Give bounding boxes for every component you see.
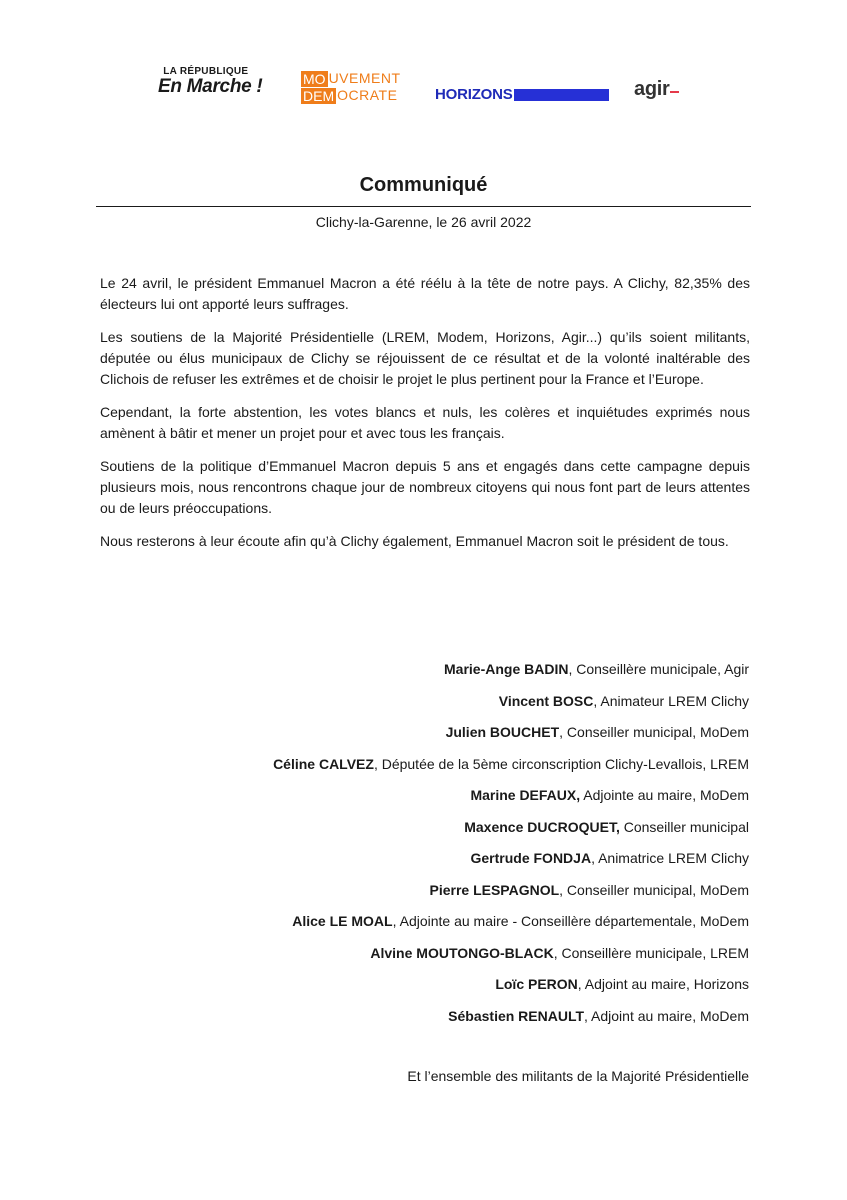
signatory-name: Céline CALVEZ: [273, 755, 374, 772]
signatory: [149, 1006, 749, 1038]
signatory-name: Marine DEFAUX,: [470, 787, 581, 803]
signatory-role: , Conseillère municipale, LREM: [553, 944, 749, 961]
modem-logo-text-2: OCRATE: [337, 87, 398, 103]
agir-logo-text: agir: [634, 78, 670, 100]
signatory-name: Sébastien RENAULT: [448, 1007, 585, 1024]
signatory-name: Alvine MOUTONGO-BLACK: [370, 944, 554, 961]
signatory: [149, 754, 749, 786]
modem-logo-block-1: MO: [303, 70, 326, 87]
signatory: [149, 943, 749, 975]
signatory-name: Maxence DUCROQUET,: [464, 818, 620, 835]
signatory-role: , Députée de la 5ème circonscription Clichy-Levallois, LREM: [373, 755, 749, 772]
paragraph: Les soutiens de la Majorité Présidentielle (LREM, Modem, Horizons, Agir...) qu’ils soient militants, députée ou élus municipaux de Clichy se réjouissent de ce résultat et de la volonté inaltérable des Clichois de refuser les extrêmes et de choisir le projet le plus pertinent pour la France et l’Europe.: [100, 329, 750, 387]
horizons-logo-text: HORIZONS: [435, 86, 513, 103]
horizons-logo-bar: [514, 89, 609, 101]
signatories-list: [149, 659, 749, 1037]
signatory-name: Julien BOUCHET: [445, 724, 560, 740]
modem-logo-block-2: DEM: [303, 87, 335, 104]
signatory-name: Pierre LESPAGNOL: [429, 881, 560, 898]
signatory-role: , Adjoint au maire, Horizons: [577, 976, 749, 992]
signatory-role: , Adjointe au maire - Conseillère départementale, MoDem: [392, 913, 749, 929]
modem-logo-text-1: UVEMENT: [328, 70, 401, 86]
horizons-logo: [435, 86, 609, 103]
signatory-name: Gertrude FONDJA: [470, 850, 592, 866]
signatory: [149, 911, 749, 943]
title-rule: [96, 206, 751, 207]
party-logos: [158, 64, 703, 112]
paragraph: Cependant, la forte abstention, les votes blancs et nuls, les colères et inquiétudes exprimés nous amènent à bâtir et mener un projet pour et avec tous les français.: [100, 404, 750, 441]
document-title: Communiqué: [359, 174, 488, 196]
agir-logo-dash: [670, 91, 679, 93]
signatory-role: , Conseiller municipal, MoDem: [559, 724, 749, 740]
signatory-role: , Adjoint au maire, MoDem: [584, 1007, 749, 1024]
place-date: Clichy-la-Garenne, le 26 avril 2022: [315, 214, 532, 230]
signatory-role: Conseiller municipal: [619, 818, 749, 835]
signatory-name: Vincent BOSC: [498, 692, 594, 709]
paragraph: Le 24 avril, le président Emmanuel Macron a été réélu à la tête de notre pays. A Clichy, 82,35% des électeurs lui ont apporté leurs suffrages.: [100, 275, 750, 312]
signatory: [149, 974, 749, 1006]
lrem-logo: [158, 66, 262, 98]
lrem-logo-big-text: En Marche !: [158, 76, 263, 97]
signatory-role: , Animateur LREM Clichy: [593, 692, 749, 709]
signatory: [149, 722, 749, 754]
signatory-name: Loïc PERON: [495, 976, 578, 992]
signatory: [149, 785, 749, 817]
signatory-role: , Animatrice LREM Clichy: [591, 850, 749, 866]
agir-logo: [634, 78, 679, 101]
paragraph: Soutiens de la politique d’Emmanuel Macron depuis 5 ans et engagés dans cette campagne depuis plusieurs mois, nous rencontrons chaque jour de nombreux citoyens qui nous font part de leurs attentes ou de leurs préoccupations.: [100, 458, 750, 516]
signatory-role: , Conseiller municipal, MoDem: [559, 881, 749, 898]
signatory-name: Marie-Ange BADIN: [444, 661, 569, 677]
signatory-role: Adjointe au maire, MoDem: [580, 787, 749, 803]
closing-line: Et l’ensemble des militants de la Majorité Présidentielle: [407, 1068, 749, 1084]
signatory: [149, 817, 749, 849]
signatory: [149, 880, 749, 912]
signatory: [149, 659, 749, 691]
signatory: [149, 691, 749, 723]
document-body: [100, 273, 750, 552]
signatory: [149, 848, 749, 880]
paragraph: Nous resterons à leur écoute afin qu’à Clichy également, Emmanuel Macron soit le président de tous.: [100, 533, 729, 549]
signatory-role: , Conseillère municipale, Agir: [568, 661, 749, 677]
modem-logo: [301, 70, 401, 104]
lrem-logo-small-text: LA RÉPUBLIQUE: [163, 66, 249, 77]
signatory-name: Alice LE MOAL: [292, 913, 393, 929]
